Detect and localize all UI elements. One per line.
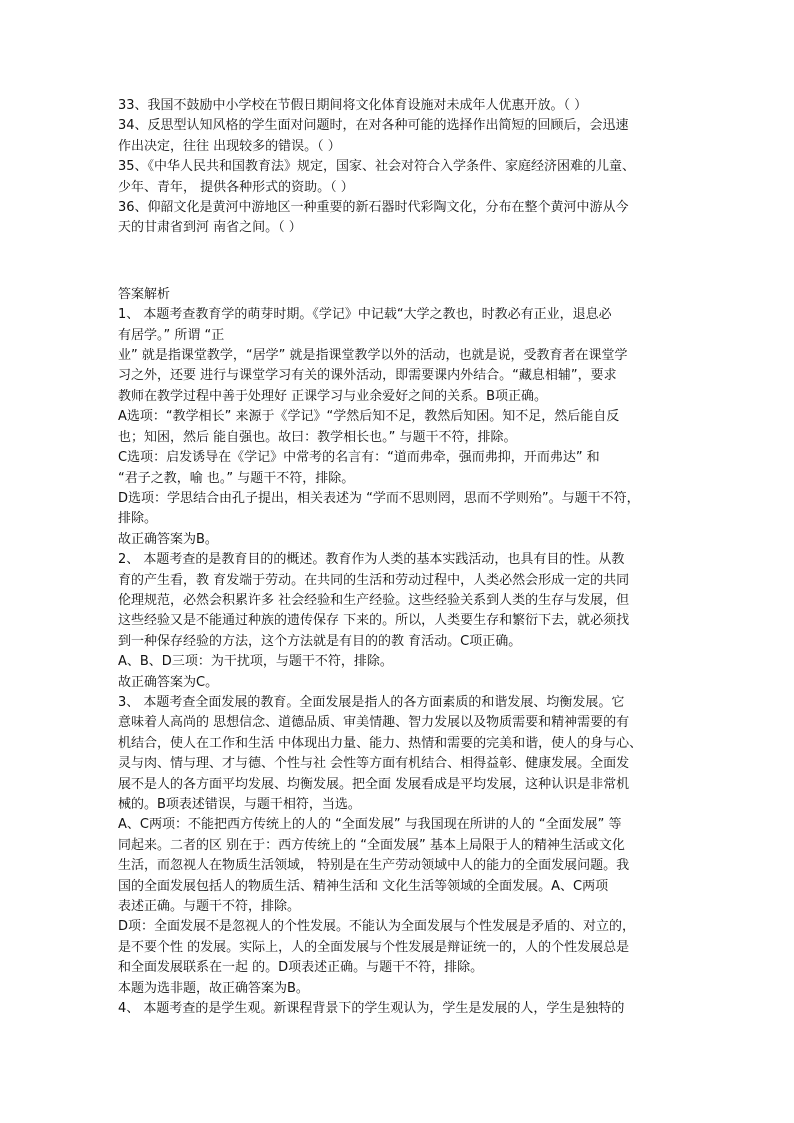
- answer-item-line: 业” 就是指课堂教学，“居学” 就是指课堂教学以外的活动，也就是说，受教育者在课堂学: [118, 348, 628, 364]
- answer-item-line: 这些经验又是不能通过种族的遗传保存 下来的。所以，人类要生存和繁衍下去，就必须找: [118, 613, 630, 629]
- answer-item-line: 教师在教学过程中善于处理好 正课学习与业余爱好之间的关系。B项正确。: [118, 388, 548, 404]
- question-item-line: 天的甘肃省到河 南省之间。（ ）: [118, 220, 302, 236]
- answer-item-line: 灵与肉、情与理、才与德、个性与社 会性等方面有机结合、相得益彰、健康发展。全面发: [118, 756, 630, 772]
- question-item: [118, 157, 684, 198]
- question-item-line: 36、仰韶文化是黄河中游地区一种重要的新石器时代彩陶文化，分布在整个黄河中游从今: [118, 200, 629, 216]
- answer-item-line: 国的全面发展包括人的物质生活、精神生活和 文化生活等领域的全面发展。A、C两项: [118, 878, 609, 894]
- answer-item-line: 本题为选非题，故正确答案为B。: [118, 980, 309, 996]
- answer-item-line: 展不是人的各方面平均发展、均衡发展。把全面 发展看成是平均发展，这种认识是非常机: [118, 776, 630, 792]
- answer-item: [118, 693, 684, 999]
- answer-item-line: 故正确答案为C。: [118, 674, 219, 690]
- answer-item-line: 同起来。二者的区 别在于：西方传统上的 “全面发展” 基本上局限于人的精神生活或文化: [118, 837, 625, 853]
- answer-item-line: A、B、D三项：为干扰项，与题干不符，排除。: [118, 654, 393, 670]
- answer-item-line: 有居学。” 所谓 “正: [118, 327, 225, 343]
- answer-item-line: C选项：启发诱导在《学记》中常考的名言有：“道而弗牵，强而弗抑，开而弗达” 和: [118, 450, 600, 466]
- answer-item-line: 排除。: [118, 511, 158, 527]
- answer-item-line: 习之外，还要 进行与课堂学习有关的课外活动，即需要课内外结合。“藏息相辅”，要求: [118, 368, 617, 384]
- answer-item: [118, 550, 684, 693]
- answer-item-line: 伦理规范，必然会积累许多 社会经验和生产经验。这些经验关系到人类的生存与发展，但: [118, 592, 630, 608]
- answer-item-line: 是不要个性 的发展。实际上，人的全面发展与个性发展是辩证统一的，人的个性发展总是: [118, 939, 630, 955]
- answer-item-line: 4、 本题考查的是学生观。新课程背景下的学生观认为，学生是发展的人，学生是独特的: [118, 1001, 625, 1017]
- answer-item-line: 意味着人高尚的 思想信念、道德品质、审美情趣、智力发展以及物质需要和精神需要的有: [118, 715, 630, 731]
- answer-item-line: 表述正确。与题干不符，排除。: [118, 899, 301, 915]
- answer-item-line: 故正确答案为B。: [118, 531, 218, 547]
- answer-item-line: 3、 本题考查全面发展的教育。全面发展是指人的各方面素质的和谐发展、均衡发展。它: [118, 694, 625, 710]
- answer-list: [118, 305, 684, 1019]
- answer-item-line: “君子之教，喻 也。” 与题干不符，排除。: [118, 470, 355, 486]
- answer-item-line: D项：全面发展不是忽视人的个性发展。不能认为全面发展与个性发展是矛盾的、对立的，: [118, 919, 636, 935]
- answer-item-line: 2、 本题考查的是教育目的的概述。教育作为人类的基本实践活动，也具有目的性。从教: [118, 552, 625, 568]
- question-item: [118, 198, 684, 239]
- question-item-line: 作出决定，往往 出现较多的错误。（ ）: [118, 138, 341, 154]
- answer-item-line: 械的。B项表述错误，与题干相符，当选。: [118, 797, 361, 812]
- question-item: [118, 96, 684, 116]
- answer-item-line: A选项：“教学相长” 来源于《学记》“学然后知不足，教然后知困。知不足，然后能自反: [118, 409, 620, 425]
- answer-item: [118, 999, 684, 1019]
- answer-item-line: 育的产生看，教 育发端于劳动。在共同的生活和劳动过程中，人类必然会形成一定的共同: [118, 572, 630, 588]
- answer-item-line: 到一种保存经验的方法，这个方法就是有目的的教 育活动。C项正确。: [118, 633, 522, 649]
- answer-item-line: 和全面发展联系在一起 的。D项表述正确。与题干不符，排除。: [118, 960, 484, 976]
- question-item-line: 33、我国不鼓励中小学校在节假日期间将文化体育设施对未成年人优惠开放。（ ）: [118, 98, 588, 113]
- answers-title: 答案解析: [118, 286, 171, 302]
- question-list: [118, 96, 684, 239]
- question-item-line: 34、反思型认知风格的学生面对问题时，在对各种可能的选择作出简短的回顾后，会迅速: [118, 118, 629, 134]
- section-gap: [118, 239, 684, 285]
- document-page: [118, 96, 684, 1019]
- answer-item-line: 生活，而忽视人在物质生活领域， 特别是在生产劳动领域中人的能力的全面发展问题。我: [118, 858, 630, 874]
- answer-item-line: A、C两项：不能把西方传统上的人的 “全面发展” 与我国现在所讲的人的 “全面发展” 等: [118, 817, 622, 833]
- answer-item: [118, 305, 684, 550]
- question-item-line: 35、《中华人民共和国教育法》规定，国家、社会对符合入学条件、家庭经济困难的儿童、: [118, 159, 636, 175]
- answer-item-line: 也；知困，然后 能自强也。故曰：教学相长也。” 与题干不符，排除。: [118, 429, 517, 445]
- answer-item-line: D选项：学思结合由孔子提出，相关表述为 “学而不思则罔，思而不学则殆”。与题干不符，: [118, 490, 640, 506]
- answer-item-line: 1、 本题考查教育学的萌芽时期。《学记》中记载“大学之教也，时教必有正业，退息必: [118, 307, 612, 323]
- question-item: [118, 116, 684, 157]
- answer-item-line: 机结合，使人在工作和生活 中体现出力量、能力、热情和需要的完美和谐，使人的身与心、: [118, 735, 643, 751]
- question-item-line: 少年、青年， 提供各种形式的资助。（ ）: [118, 179, 354, 195]
